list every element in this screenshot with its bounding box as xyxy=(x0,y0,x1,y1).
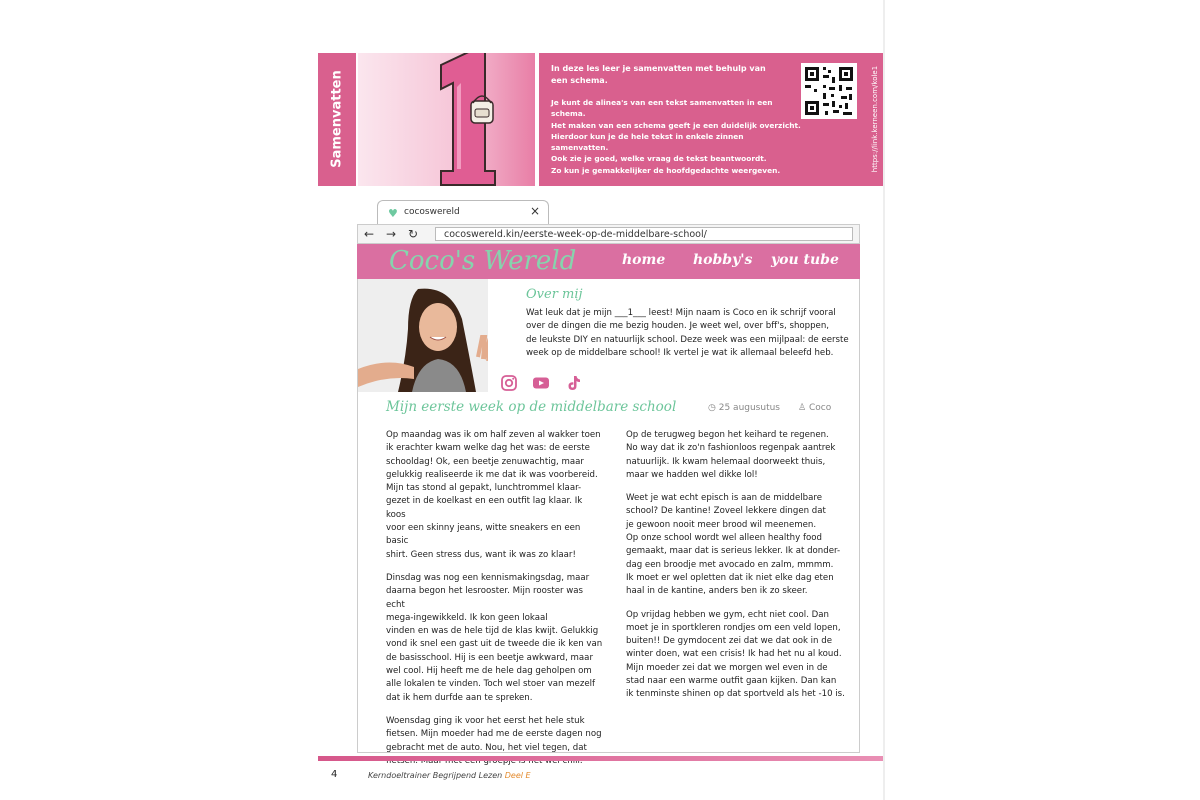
section-tab xyxy=(318,53,356,186)
qr-code-icon[interactable] xyxy=(801,63,857,119)
user-icon: ♙ xyxy=(798,403,807,413)
book-title: Kerndoeltrainer Begrijpend Lezen xyxy=(368,771,503,780)
clock-icon: ◷ xyxy=(708,403,716,413)
post-date-text: 25 augusutus xyxy=(718,403,780,413)
about-line: over de dingen die me bezig houden. Je weet wel, over bff's, shoppen, xyxy=(526,321,830,332)
lesson-number-box xyxy=(358,53,535,186)
lesson-info xyxy=(539,53,883,186)
post-author xyxy=(798,403,831,413)
profile-photo xyxy=(358,279,488,392)
site-title[interactable]: Coco's Wereld xyxy=(389,246,577,276)
about-text xyxy=(526,307,851,360)
address-bar[interactable]: cocoswereld.kin/eerste-week-op-de-middelbare-school/ xyxy=(435,227,853,241)
reload-icon[interactable]: ↻ xyxy=(408,227,419,241)
intro-line: Het maken van een schema geeft je een duidelijk overzicht. xyxy=(551,120,801,130)
post-column-right xyxy=(626,429,851,712)
forward-arrow-icon[interactable]: → xyxy=(386,227,397,241)
nav-link-home[interactable]: home xyxy=(622,252,666,268)
section-tab-label: Samenvatten xyxy=(329,70,345,168)
number-one-illustration xyxy=(413,53,523,186)
paragraph: Woensdag ging ik voor het eerst het hele stuk fietsen. Mijn moeder had me de eerste dagen nog gebracht met de auto. Nou, het viel tegen, dat xyxy=(386,715,602,753)
footer-rule xyxy=(318,756,883,761)
intro-line: Je kunt de alinea's van een tekst samenvatten in een schema. xyxy=(551,98,773,119)
site-header xyxy=(357,244,860,279)
page-edge xyxy=(883,0,885,800)
tiktok-icon[interactable] xyxy=(564,374,582,392)
heart-icon: ♥ xyxy=(388,207,398,220)
post-author-text: Coco xyxy=(808,403,832,413)
about-line: Wat leuk dat je mijn ___1___ leest! Mijn naam is Coco en ik schrijf vooral xyxy=(526,308,836,318)
browser-tab[interactable] xyxy=(377,200,549,225)
qr-url[interactable]: https://link.kerneen.com/kole1 xyxy=(871,65,879,173)
page-number: 4 xyxy=(331,769,338,780)
lesson-banner xyxy=(318,53,883,186)
intro-heading: In deze les leer je samenvatten met behulp van een schema. xyxy=(551,64,766,85)
paragraph: Op de terugweg begon het keihard te regenen. No way dat ik zo'n fashionloos regenpak aantrek natuurlijk. Ik kwam helemaal doorweekt thuis, maar we hadden wel dikke lol! xyxy=(626,430,836,480)
paragraph: Op vrijdag hebben we gym, echt niet cool. Dan moet je in sportkleren rondjes om een veld lopen, buiten!! De gymdocent zei dat we dat ook in de winter doen, wat een crisis! Ik had het nu al koud. Mijn moeder zei dat we morgen wel even in de stad naar een warme outfit gaan kijken. Dan kan ik tenminste shinen op dat sportveld als het -10 is. xyxy=(626,609,845,700)
about-line: de leukste DIY en natuurlijk school. Deze week was een mijlpaal: de eerste xyxy=(526,334,849,345)
intro-line: Zo kun je gemakkelijker de hoofdgedachte weergeven. xyxy=(551,165,781,175)
footer-book-title xyxy=(368,771,531,780)
browser-tabbar xyxy=(357,198,860,224)
browser-tab-title: cocoswereld xyxy=(404,207,460,217)
instagram-icon[interactable] xyxy=(500,374,518,392)
about-line: week op de middelbare school! Ik vertel je wat ik allemaal beleefd heb. xyxy=(526,347,834,358)
page-content xyxy=(357,279,860,753)
close-icon[interactable]: × xyxy=(530,204,541,218)
post-title: Mijn eerste week op de middelbare school xyxy=(386,399,677,415)
paragraph: Weet je wat echt episch is aan de middelbare school? De kantine! Zoveel lekkere dingen dat je gewoon nooit meer brood wil meenemen. Op onze school wordt wel alleen healthy food gemaakt, maar dat is serieus lekker. Ik at donder- dag een broodje met avocado en zalm, mmmm. Ik moet er wel opletten dat ik niet elke dag eten haal in de kantine, anders ben ik zo skeer. xyxy=(626,493,841,597)
nav-link-hobbys[interactable]: hobby's xyxy=(693,252,753,268)
browser-navbar xyxy=(357,224,860,244)
about-heading: Over mij xyxy=(526,287,583,302)
browser-mockup xyxy=(357,198,860,753)
post-date xyxy=(708,403,780,413)
intro-body xyxy=(551,97,801,176)
book-part: Deel E xyxy=(504,771,531,780)
paragraph: Dinsdag was nog een kennismakingsdag, maar daarna begon het lesrooster. Mijn rooster was echt mega-ingewikkeld. Ik kon geen lokaal vinden en was de hele tijd de klas kwijt. Gelukkig vond ik snel een gast uit de tweede die ik ken van de basisschool. Hij is een beetje awkward, maar wel cool. Hij heeft me de hele dag geholpen om alle lokalen te vinden. Toch wel stoer van mezelf dat ik hem durfde aan te spreken. xyxy=(386,572,603,703)
nav-link-youtube[interactable]: you tube xyxy=(771,252,839,268)
intro-line: Hierdoor kun je de hele tekst in enkele zinnen samenvatten. xyxy=(551,131,744,153)
back-arrow-icon[interactable]: ← xyxy=(364,227,375,241)
youtube-icon[interactable] xyxy=(532,374,550,392)
post-column-left xyxy=(386,429,604,778)
intro-line: Ook zie je goed, welke vraag de tekst beantwoordt. xyxy=(551,154,767,164)
paragraph: Op maandag was ik om half zeven al wakker toen ik erachter kwam welke dag het was: de eerste schooldag! Ok, een beetje zenuwachtig, maar gelukkig realiseerde ik me dat ik was voorbereid. Mijn tas stond al gepakt, lunchtrommel klaar- gezet in de koelkast en een outfit lag klaar. Ik koos voor een skinny jeans, witte sneakers en een basic shirt. Geen stress dus, want ik was zo klaar! xyxy=(386,430,601,560)
